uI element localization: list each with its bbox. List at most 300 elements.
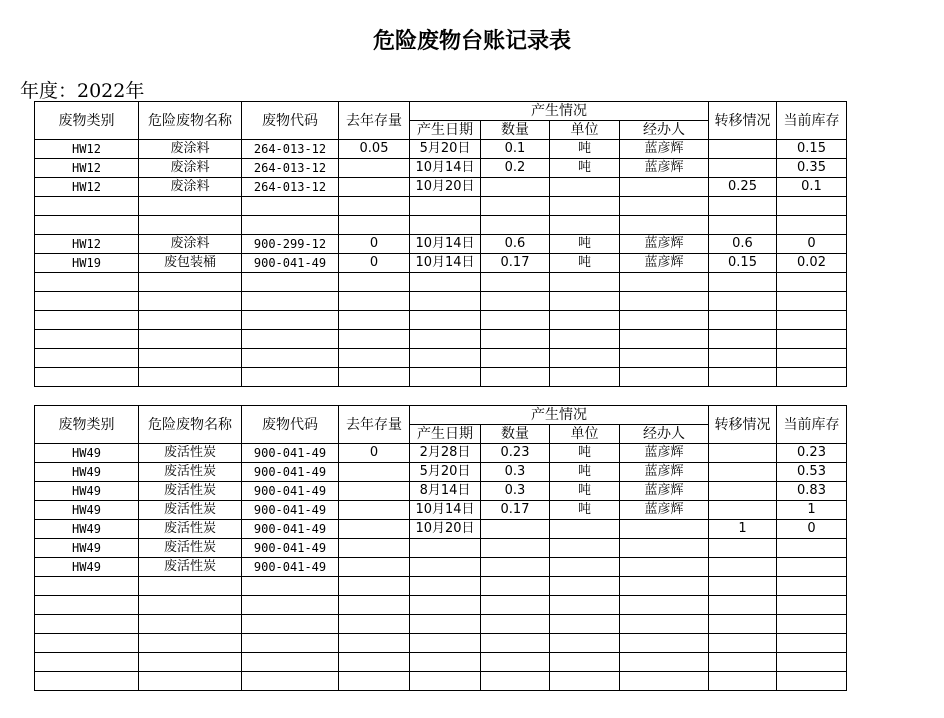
cell-name (139, 653, 242, 672)
header-current-stock: 当前库存 (777, 406, 847, 444)
cell-unit (550, 558, 620, 577)
cell-date: 10月14日 (410, 235, 481, 254)
table-row (35, 159, 847, 178)
cell-date: 10月20日 (410, 178, 481, 197)
cell-handler (620, 178, 709, 197)
cell-unit (550, 539, 620, 558)
table-row (35, 140, 847, 159)
cell-transfer: 0.6 (709, 235, 777, 254)
cell-transfer (709, 444, 777, 463)
header-handler: 经办人 (620, 425, 709, 444)
cell-last-year-stock: 0.05 (339, 140, 410, 159)
cell-code (242, 216, 339, 235)
cell-transfer (709, 501, 777, 520)
cell-current-stock: 0.83 (777, 482, 847, 501)
cell-name (139, 349, 242, 368)
cell-category: HW12 (35, 140, 139, 159)
cell-name: 废活性炭 (139, 520, 242, 539)
cell-name (139, 273, 242, 292)
cell-handler: 蓝彦辉 (620, 235, 709, 254)
cell-unit (550, 653, 620, 672)
cell-unit (550, 672, 620, 691)
cell-code (242, 577, 339, 596)
cell-category: HW19 (35, 254, 139, 273)
cell-date (410, 558, 481, 577)
cell-last-year-stock (339, 615, 410, 634)
cell-current-stock (777, 596, 847, 615)
table-row (35, 615, 847, 634)
cell-quantity (481, 577, 550, 596)
cell-category (35, 311, 139, 330)
cell-date: 10月14日 (410, 501, 481, 520)
cell-transfer: 0.15 (709, 254, 777, 273)
cell-handler (620, 558, 709, 577)
cell-last-year-stock (339, 577, 410, 596)
cell-category (35, 216, 139, 235)
cell-name (139, 368, 242, 387)
cell-name (139, 311, 242, 330)
cell-category (35, 368, 139, 387)
cell-name (139, 672, 242, 691)
cell-current-stock (777, 672, 847, 691)
header-unit: 单位 (550, 425, 620, 444)
cell-quantity (481, 178, 550, 197)
cell-date (410, 197, 481, 216)
cell-date (410, 330, 481, 349)
cell-name (139, 197, 242, 216)
cell-name: 废活性炭 (139, 539, 242, 558)
cell-quantity (481, 349, 550, 368)
cell-code (242, 330, 339, 349)
cell-transfer (709, 368, 777, 387)
cell-unit (550, 368, 620, 387)
cell-handler: 蓝彦辉 (620, 159, 709, 178)
header-name: 危险废物名称 (139, 102, 242, 140)
cell-transfer (709, 159, 777, 178)
cell-code (242, 368, 339, 387)
cell-transfer (709, 577, 777, 596)
cell-category (35, 577, 139, 596)
header-category: 废物类别 (35, 406, 139, 444)
year-label: 年度：2022年 (20, 80, 145, 102)
cell-name (139, 577, 242, 596)
waste-ledger-table-1 (34, 101, 847, 387)
cell-last-year-stock (339, 159, 410, 178)
cell-current-stock (777, 330, 847, 349)
cell-quantity (481, 520, 550, 539)
header-date: 产生日期 (410, 425, 481, 444)
table-row (35, 653, 847, 672)
table-row (35, 311, 847, 330)
table-row (35, 254, 847, 273)
cell-last-year-stock (339, 653, 410, 672)
table-row (35, 577, 847, 596)
cell-unit: 吨 (550, 159, 620, 178)
cell-code: 900-041-49 (242, 520, 339, 539)
cell-name: 废涂料 (139, 235, 242, 254)
cell-handler (620, 273, 709, 292)
cell-quantity (481, 292, 550, 311)
cell-transfer (709, 349, 777, 368)
table-row (35, 368, 847, 387)
cell-current-stock (777, 273, 847, 292)
cell-category: HW12 (35, 235, 139, 254)
cell-transfer (709, 634, 777, 653)
cell-current-stock (777, 197, 847, 216)
cell-transfer (709, 653, 777, 672)
cell-current-stock (777, 615, 847, 634)
cell-category: HW12 (35, 178, 139, 197)
cell-code: 264-013-12 (242, 159, 339, 178)
cell-category: HW49 (35, 501, 139, 520)
cell-handler (620, 577, 709, 596)
cell-transfer (709, 596, 777, 615)
cell-handler: 蓝彦辉 (620, 140, 709, 159)
cell-current-stock: 0 (777, 520, 847, 539)
cell-category: HW49 (35, 444, 139, 463)
cell-last-year-stock (339, 672, 410, 691)
cell-name: 废涂料 (139, 140, 242, 159)
cell-last-year-stock (339, 596, 410, 615)
cell-date: 5月20日 (410, 463, 481, 482)
cell-name (139, 292, 242, 311)
cell-unit (550, 330, 620, 349)
cell-handler (620, 311, 709, 330)
cell-date (410, 349, 481, 368)
cell-category (35, 197, 139, 216)
cell-handler (620, 330, 709, 349)
cell-name (139, 615, 242, 634)
table-row (35, 235, 847, 254)
header-production: 产生情况 (410, 102, 709, 121)
table-2-body (35, 406, 847, 691)
cell-transfer: 1 (709, 520, 777, 539)
cell-code (242, 292, 339, 311)
header-quantity: 数量 (481, 121, 550, 140)
header-transfer: 转移情况 (709, 406, 777, 444)
cell-last-year-stock (339, 311, 410, 330)
cell-name (139, 216, 242, 235)
cell-transfer (709, 292, 777, 311)
cell-category (35, 349, 139, 368)
cell-handler (620, 520, 709, 539)
header-code: 废物代码 (242, 406, 339, 444)
cell-date (410, 292, 481, 311)
cell-last-year-stock (339, 216, 410, 235)
table-row (35, 482, 847, 501)
table-row (35, 444, 847, 463)
cell-handler: 蓝彦辉 (620, 482, 709, 501)
cell-transfer (709, 463, 777, 482)
cell-category (35, 672, 139, 691)
cell-code: 900-041-49 (242, 463, 339, 482)
cell-unit (550, 615, 620, 634)
cell-category: HW49 (35, 558, 139, 577)
page-title: 危险废物台账记录表 (372, 28, 571, 54)
cell-unit (550, 197, 620, 216)
table-row (35, 520, 847, 539)
cell-code: 900-041-49 (242, 558, 339, 577)
cell-current-stock: 0.53 (777, 463, 847, 482)
cell-quantity (481, 672, 550, 691)
cell-unit (550, 292, 620, 311)
cell-quantity: 0.3 (481, 463, 550, 482)
cell-code: 900-041-49 (242, 482, 339, 501)
cell-quantity (481, 558, 550, 577)
header-handler: 经办人 (620, 121, 709, 140)
cell-category: HW49 (35, 520, 139, 539)
cell-current-stock: 0.15 (777, 140, 847, 159)
cell-date: 2月28日 (410, 444, 481, 463)
cell-unit: 吨 (550, 444, 620, 463)
cell-category: HW49 (35, 463, 139, 482)
cell-category: HW49 (35, 539, 139, 558)
cell-handler: 蓝彦辉 (620, 254, 709, 273)
cell-handler (620, 216, 709, 235)
cell-last-year-stock (339, 178, 410, 197)
cell-quantity (481, 197, 550, 216)
cell-handler (620, 653, 709, 672)
cell-handler: 蓝彦辉 (620, 444, 709, 463)
cell-transfer (709, 672, 777, 691)
cell-code (242, 653, 339, 672)
cell-last-year-stock (339, 482, 410, 501)
cell-date (410, 273, 481, 292)
cell-name: 废活性炭 (139, 444, 242, 463)
cell-unit (550, 349, 620, 368)
cell-date (410, 615, 481, 634)
cell-quantity: 0.1 (481, 140, 550, 159)
cell-handler (620, 349, 709, 368)
cell-code: 264-013-12 (242, 140, 339, 159)
cell-handler: 蓝彦辉 (620, 463, 709, 482)
cell-current-stock: 0.02 (777, 254, 847, 273)
cell-code (242, 349, 339, 368)
cell-handler (620, 292, 709, 311)
cell-date: 10月14日 (410, 159, 481, 178)
cell-date (410, 368, 481, 387)
cell-current-stock (777, 634, 847, 653)
cell-quantity: 0.17 (481, 501, 550, 520)
cell-last-year-stock (339, 539, 410, 558)
cell-current-stock (777, 292, 847, 311)
cell-current-stock (777, 216, 847, 235)
table-row (35, 216, 847, 235)
cell-handler (620, 539, 709, 558)
table-row (35, 197, 847, 216)
cell-quantity (481, 368, 550, 387)
header-production: 产生情况 (410, 406, 709, 425)
cell-code (242, 197, 339, 216)
cell-current-stock (777, 311, 847, 330)
cell-transfer (709, 197, 777, 216)
cell-quantity: 0.3 (481, 482, 550, 501)
cell-unit: 吨 (550, 254, 620, 273)
cell-date (410, 634, 481, 653)
table-row (35, 330, 847, 349)
cell-unit: 吨 (550, 501, 620, 520)
cell-last-year-stock (339, 349, 410, 368)
cell-current-stock (777, 539, 847, 558)
cell-last-year-stock (339, 501, 410, 520)
cell-current-stock (777, 558, 847, 577)
cell-code (242, 273, 339, 292)
cell-handler (620, 615, 709, 634)
cell-last-year-stock: 0 (339, 254, 410, 273)
cell-last-year-stock (339, 558, 410, 577)
cell-code: 900-041-49 (242, 254, 339, 273)
cell-transfer (709, 140, 777, 159)
cell-quantity (481, 596, 550, 615)
cell-last-year-stock (339, 368, 410, 387)
cell-category (35, 615, 139, 634)
cell-name: 废涂料 (139, 178, 242, 197)
cell-last-year-stock (339, 197, 410, 216)
cell-unit (550, 520, 620, 539)
header-last-year-stock: 去年存量 (339, 102, 410, 140)
cell-date (410, 539, 481, 558)
cell-name: 废活性炭 (139, 501, 242, 520)
table-row (35, 349, 847, 368)
cell-name: 废包装桶 (139, 254, 242, 273)
header-code: 废物代码 (242, 102, 339, 140)
table-row (35, 672, 847, 691)
cell-handler (620, 672, 709, 691)
cell-unit (550, 577, 620, 596)
header-category: 废物类别 (35, 102, 139, 140)
cell-unit (550, 216, 620, 235)
cell-unit: 吨 (550, 482, 620, 501)
cell-transfer (709, 482, 777, 501)
header-transfer: 转移情况 (709, 102, 777, 140)
cell-last-year-stock: 0 (339, 444, 410, 463)
header-last-year-stock: 去年存量 (339, 406, 410, 444)
table-1-body (35, 102, 847, 387)
cell-last-year-stock (339, 273, 410, 292)
cell-date (410, 216, 481, 235)
table-row (35, 539, 847, 558)
cell-date: 10月14日 (410, 254, 481, 273)
cell-date: 5月20日 (410, 140, 481, 159)
cell-current-stock (777, 349, 847, 368)
cell-handler (620, 634, 709, 653)
cell-quantity (481, 273, 550, 292)
header-date: 产生日期 (410, 121, 481, 140)
cell-code (242, 615, 339, 634)
cell-category (35, 634, 139, 653)
cell-code (242, 672, 339, 691)
table-row (35, 178, 847, 197)
cell-category: HW49 (35, 482, 139, 501)
cell-quantity: 0.2 (481, 159, 550, 178)
cell-transfer (709, 539, 777, 558)
cell-name (139, 596, 242, 615)
table-row (35, 292, 847, 311)
cell-code (242, 596, 339, 615)
cell-quantity (481, 216, 550, 235)
table-row (35, 501, 847, 520)
cell-unit: 吨 (550, 463, 620, 482)
cell-date (410, 311, 481, 330)
cell-quantity (481, 653, 550, 672)
cell-last-year-stock (339, 463, 410, 482)
table-row (35, 634, 847, 653)
cell-last-year-stock (339, 330, 410, 349)
cell-current-stock: 0.35 (777, 159, 847, 178)
cell-code: 900-041-49 (242, 444, 339, 463)
cell-unit (550, 273, 620, 292)
cell-quantity (481, 634, 550, 653)
cell-last-year-stock (339, 292, 410, 311)
cell-unit: 吨 (550, 140, 620, 159)
cell-quantity (481, 330, 550, 349)
cell-transfer (709, 273, 777, 292)
cell-category: HW12 (35, 159, 139, 178)
cell-code: 264-013-12 (242, 178, 339, 197)
table-row (35, 596, 847, 615)
cell-category (35, 292, 139, 311)
cell-name: 废活性炭 (139, 482, 242, 501)
cell-handler (620, 596, 709, 615)
cell-transfer (709, 558, 777, 577)
cell-category (35, 330, 139, 349)
cell-quantity: 0.6 (481, 235, 550, 254)
cell-quantity (481, 539, 550, 558)
cell-handler (620, 197, 709, 216)
cell-unit: 吨 (550, 235, 620, 254)
cell-unit (550, 178, 620, 197)
cell-code: 900-041-49 (242, 501, 339, 520)
cell-transfer: 0.25 (709, 178, 777, 197)
cell-last-year-stock (339, 634, 410, 653)
cell-unit (550, 311, 620, 330)
table-row (35, 463, 847, 482)
cell-quantity (481, 311, 550, 330)
header-unit: 单位 (550, 121, 620, 140)
cell-quantity: 0.23 (481, 444, 550, 463)
cell-name: 废活性炭 (139, 463, 242, 482)
header-name: 危险废物名称 (139, 406, 242, 444)
cell-date (410, 596, 481, 615)
cell-date: 10月20日 (410, 520, 481, 539)
cell-current-stock (777, 368, 847, 387)
cell-name (139, 330, 242, 349)
cell-last-year-stock: 0 (339, 235, 410, 254)
table-row (35, 273, 847, 292)
cell-quantity (481, 615, 550, 634)
table-row (35, 558, 847, 577)
cell-name (139, 634, 242, 653)
cell-name: 废涂料 (139, 159, 242, 178)
cell-quantity: 0.17 (481, 254, 550, 273)
cell-current-stock: 0.23 (777, 444, 847, 463)
cell-current-stock (777, 577, 847, 596)
cell-unit (550, 596, 620, 615)
cell-date: 8月14日 (410, 482, 481, 501)
cell-current-stock (777, 653, 847, 672)
cell-current-stock: 1 (777, 501, 847, 520)
cell-unit (550, 634, 620, 653)
header-current-stock: 当前库存 (777, 102, 847, 140)
cell-code: 900-299-12 (242, 235, 339, 254)
cell-date (410, 653, 481, 672)
cell-handler (620, 368, 709, 387)
cell-transfer (709, 216, 777, 235)
cell-code (242, 634, 339, 653)
cell-transfer (709, 615, 777, 634)
cell-date (410, 577, 481, 596)
cell-current-stock: 0 (777, 235, 847, 254)
